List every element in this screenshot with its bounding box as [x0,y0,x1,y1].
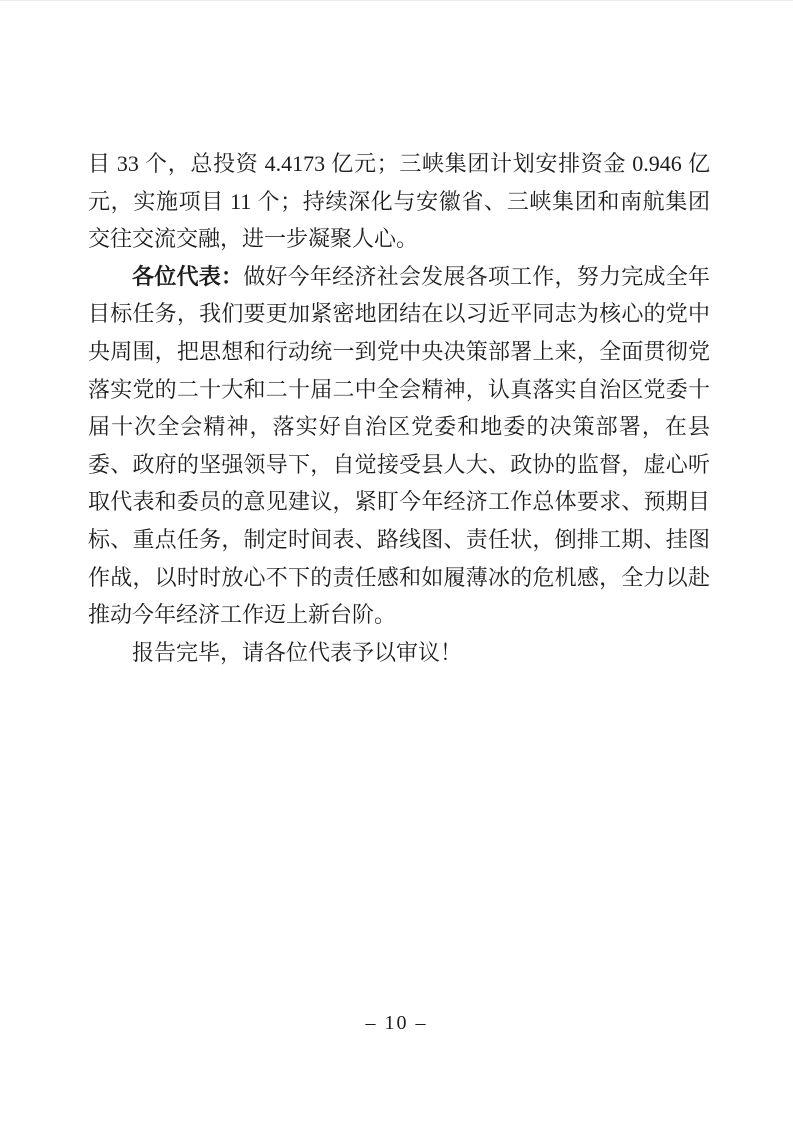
paragraph-text: 目 33 个，总投资 4.4173 亿元；三峡集团计划安排资金 0.946 亿元，实施项目 11 个；持续深化与安徽省、三峡集团和南航集团交往交流交融，进一步凝聚人心。 [88,151,710,252]
document-body [88,145,710,671]
paragraph-closing-address [88,258,710,634]
paragraph-text: 报告完毕，请各位代表予以审议！ [132,639,463,665]
paragraph-text: 做好今年经济社会发展各项工作，努力完成全年目标任务，我们要更加紧密地团结在以习近平同志为核心的党中央周围，把思想和行动统一到党中央决策部署上来，全面贯彻党落实党的二十大和二十届二中全会精神，认真落实自治区党委十届十次全会精神，落实好自治区党委和地委的决策部署，在县委、政府的坚强领导下，自觉接受县人大、政协的监督，虚心听取代表和委员的意见建议，紧盯今年经济工作总体要求、预期目标、重点任务，制定时间表、路线图、责任状，倒排工期、挂图作战，以时时放心不下的责任感和如履薄冰的危机感，全力以赴推动今年经济工作迈上新台阶。 [88,263,710,628]
paragraph-lead-bold: 各位代表： [132,263,244,289]
paragraph-report-end [88,634,710,672]
paragraph-investment-summary [88,145,710,258]
page-number: – 10 – [365,1012,428,1034]
